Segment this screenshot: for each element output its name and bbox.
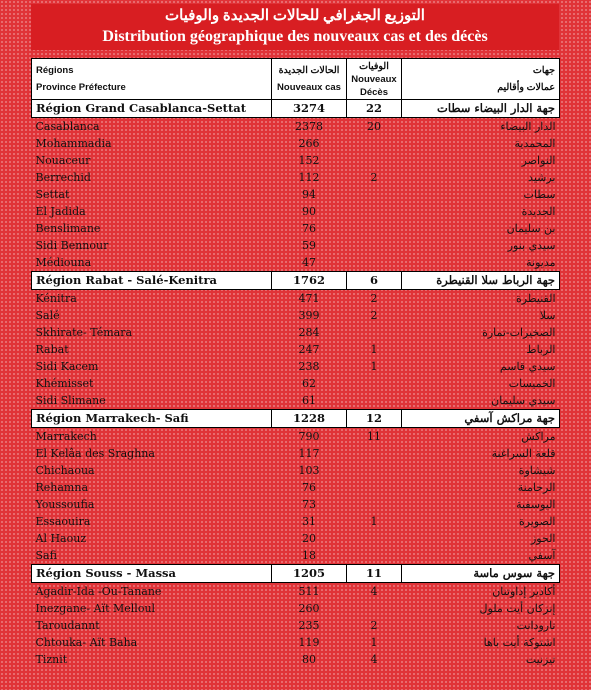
province-name: Sidi Kacem [35, 360, 99, 373]
province-cases: 61 [302, 394, 316, 407]
region-name-arabic: جهة الدار البيضاء سطات [402, 100, 560, 118]
region-deaths: 12 [347, 410, 402, 428]
region-name: Région Marrakech- Safi [32, 410, 272, 428]
region-row [32, 272, 560, 290]
province-deaths [347, 530, 402, 547]
province-cases: 2378 [295, 120, 323, 133]
province-deaths: 4 [370, 653, 378, 666]
province-name-arabic: الحوز [530, 532, 556, 545]
province-cases: 94 [302, 188, 316, 201]
province-name-arabic: الرباط [526, 343, 556, 356]
province-name: Al Haouz [35, 532, 87, 545]
title-banner [31, 4, 559, 50]
province-cases: 31 [302, 515, 316, 528]
province-row [32, 220, 560, 237]
region-deaths: 22 [347, 100, 402, 118]
province-row [32, 203, 560, 220]
title-arabic: التوزيع الجغرافي للحالات الجديدة والوفيات [165, 8, 425, 24]
province-row [32, 169, 560, 186]
province-deaths [347, 186, 402, 203]
province-cases: 235 [298, 619, 320, 632]
region-name-arabic: جهة سوس ماسة [402, 565, 560, 583]
province-name-arabic: الرحامنة [517, 481, 556, 494]
province-row [32, 392, 560, 410]
province-name: Taroudannt [35, 619, 100, 632]
header-deaths: الوفيات Nouveaux Décès [347, 59, 402, 100]
province-name: Benslimane [35, 222, 101, 235]
header-new-cases: الحالات الجديدة Nouveaux cas [272, 59, 347, 100]
province-cases: 152 [298, 154, 320, 167]
province-row [32, 479, 560, 496]
province-name-arabic: سيدي بنور [507, 239, 556, 252]
province-name: Marrakech [35, 430, 97, 443]
province-cases: 247 [298, 343, 320, 356]
province-row [32, 341, 560, 358]
province-cases: 117 [298, 447, 320, 460]
province-deaths: 4 [370, 585, 378, 598]
province-cases: 73 [302, 498, 316, 511]
province-name: Rehamna [35, 481, 89, 494]
province-deaths [347, 324, 402, 341]
province-row [32, 651, 560, 668]
province-name-arabic: المحمدية [514, 137, 556, 150]
province-row [32, 530, 560, 547]
province-row [32, 513, 560, 530]
region-cases: 1228 [272, 410, 347, 428]
province-deaths [347, 392, 402, 410]
province-deaths: 2 [370, 171, 378, 184]
province-name-arabic: سلا [539, 309, 556, 322]
province-row [32, 600, 560, 617]
province-name-arabic: تارودانت [516, 619, 556, 632]
province-name-arabic: قلعة السراغنة [491, 447, 556, 460]
province-cases: 62 [302, 377, 316, 390]
province-row [32, 307, 560, 324]
province-name-arabic: مديونة [526, 256, 556, 269]
header-regions: Régions Province Préfecture [32, 59, 272, 100]
region-deaths: 6 [347, 272, 402, 290]
province-deaths: 2 [370, 309, 378, 322]
province-deaths: 1 [370, 636, 378, 649]
province-name-arabic: تيزنيت [525, 653, 556, 666]
province-deaths [347, 547, 402, 565]
province-deaths: 2 [370, 619, 378, 632]
region-deaths: 11 [347, 565, 402, 583]
province-name-arabic: الصويرة [518, 515, 556, 528]
province-name: Skhirate- Témara [35, 326, 133, 339]
region-name: Région Souss - Massa [32, 565, 272, 583]
region-row [32, 100, 560, 118]
province-name: Sidi Slimane [35, 394, 106, 407]
province-name: Chtouka- Aït Baha [35, 636, 138, 649]
province-row [32, 547, 560, 565]
province-name: Mohammadia [35, 137, 112, 150]
province-name: Berrechid [35, 171, 91, 184]
province-name: Salé [35, 309, 60, 322]
province-name-arabic: الدار البيضاء [500, 120, 556, 133]
table-body [32, 59, 560, 669]
province-cases: 112 [298, 171, 320, 184]
header-regions-arabic: جهات عمالات وأقاليم [402, 59, 560, 100]
province-name-arabic: النواصر [521, 154, 556, 167]
province-deaths [347, 496, 402, 513]
province-deaths [347, 135, 402, 152]
province-name: El Jadida [35, 205, 86, 218]
region-cases: 1762 [272, 272, 347, 290]
province-name-arabic: سيدي سليمان [491, 394, 556, 407]
province-cases: 76 [302, 222, 316, 235]
province-deaths [347, 152, 402, 169]
province-deaths: 1 [370, 343, 378, 356]
region-cases: 1205 [272, 565, 347, 583]
province-deaths [347, 445, 402, 462]
province-row [32, 496, 560, 513]
province-cases: 90 [302, 205, 316, 218]
province-name: Essaouira [35, 515, 91, 528]
province-name: Youssoufia [35, 498, 95, 511]
province-deaths: 11 [367, 430, 381, 443]
province-name-arabic: القنيطرة [516, 292, 556, 305]
province-cases: 284 [298, 326, 320, 339]
province-name: Settat [35, 188, 70, 201]
province-row [32, 237, 560, 254]
province-name-arabic: بن سليمان [506, 222, 556, 235]
province-deaths [347, 600, 402, 617]
province-name-arabic: اليوسفية [516, 498, 556, 511]
province-name-arabic: اشتوكة أيت باها [483, 636, 556, 649]
province-name: Tiznit [35, 653, 68, 666]
province-row [32, 583, 560, 601]
province-name-arabic: شيشاوة [518, 464, 556, 477]
province-row [32, 254, 560, 272]
province-name: Chichaoua [35, 464, 95, 477]
province-name: Rabat [35, 343, 69, 356]
province-name: Agadir-Ida -Ou-Tanane [35, 585, 162, 598]
province-deaths [347, 203, 402, 220]
province-name-arabic: برشيد [528, 171, 556, 184]
province-deaths [347, 479, 402, 496]
province-cases: 471 [298, 292, 320, 305]
province-name-arabic: الخميسات [508, 377, 556, 390]
province-cases: 76 [302, 481, 316, 494]
province-cases: 790 [298, 430, 320, 443]
province-cases: 80 [302, 653, 316, 666]
province-name: Khémisset [35, 377, 94, 390]
province-name-arabic: الجديدة [521, 205, 556, 218]
province-deaths [347, 220, 402, 237]
province-cases: 18 [302, 549, 316, 562]
province-name-arabic: الصخيرات-تمارة [482, 326, 556, 339]
province-row [32, 617, 560, 634]
province-row [32, 358, 560, 375]
province-cases: 119 [298, 636, 320, 649]
province-deaths: 2 [370, 292, 378, 305]
province-cases: 399 [298, 309, 320, 322]
region-name: Région Rabat - Salé-Kenitra [32, 272, 272, 290]
province-deaths [347, 462, 402, 479]
province-cases: 47 [302, 256, 316, 269]
province-deaths [347, 237, 402, 254]
region-row [32, 565, 560, 583]
province-name-arabic: أكادير إداوتنان [492, 585, 556, 598]
table-header [32, 59, 560, 100]
province-deaths [347, 375, 402, 392]
province-name: Safi [35, 549, 57, 562]
title-french: Distribution géographique des nouveaux cas et des décès [102, 28, 488, 45]
province-row [32, 152, 560, 169]
distribution-table [31, 58, 560, 668]
province-name: Inezgane- Aït Melloul [35, 602, 156, 615]
province-row [32, 634, 560, 651]
province-cases: 20 [302, 532, 316, 545]
region-name: Région Grand Casablanca-Settat [32, 100, 272, 118]
province-row [32, 135, 560, 152]
province-deaths: 1 [370, 360, 378, 373]
province-name-arabic: سيدي قاسم [499, 360, 556, 373]
province-cases: 266 [298, 137, 320, 150]
province-cases: 238 [298, 360, 320, 373]
province-name-arabic: مراكش [521, 430, 556, 443]
province-row [32, 186, 560, 203]
province-cases: 59 [302, 239, 316, 252]
province-name-arabic: سطات [523, 188, 556, 201]
province-name-arabic: آسفي [528, 549, 556, 562]
province-cases: 260 [298, 602, 320, 615]
province-deaths [347, 254, 402, 272]
province-name-arabic: إنزكان أيت ملول [479, 602, 556, 615]
province-name: Sidi Bennour [35, 239, 109, 252]
province-row [32, 375, 560, 392]
province-deaths: 20 [367, 120, 381, 133]
province-row [32, 290, 560, 308]
region-cases: 3274 [272, 100, 347, 118]
province-row [32, 445, 560, 462]
province-cases: 103 [298, 464, 320, 477]
province-row [32, 428, 560, 446]
province-name: Médiouna [35, 256, 92, 269]
province-name: El Kelâa des Sraghna [35, 447, 155, 460]
province-cases: 511 [298, 585, 320, 598]
province-row [32, 118, 560, 136]
province-row [32, 324, 560, 341]
region-name-arabic: جهة الرباط سلا القنيطرة [402, 272, 560, 290]
province-name: Kénitra [35, 292, 77, 305]
region-row [32, 410, 560, 428]
province-name: Nouaceur [35, 154, 91, 167]
province-deaths: 1 [370, 515, 378, 528]
region-name-arabic: جهة مراكش آسفي [402, 410, 560, 428]
province-row [32, 462, 560, 479]
province-name: Casablanca [35, 120, 100, 133]
